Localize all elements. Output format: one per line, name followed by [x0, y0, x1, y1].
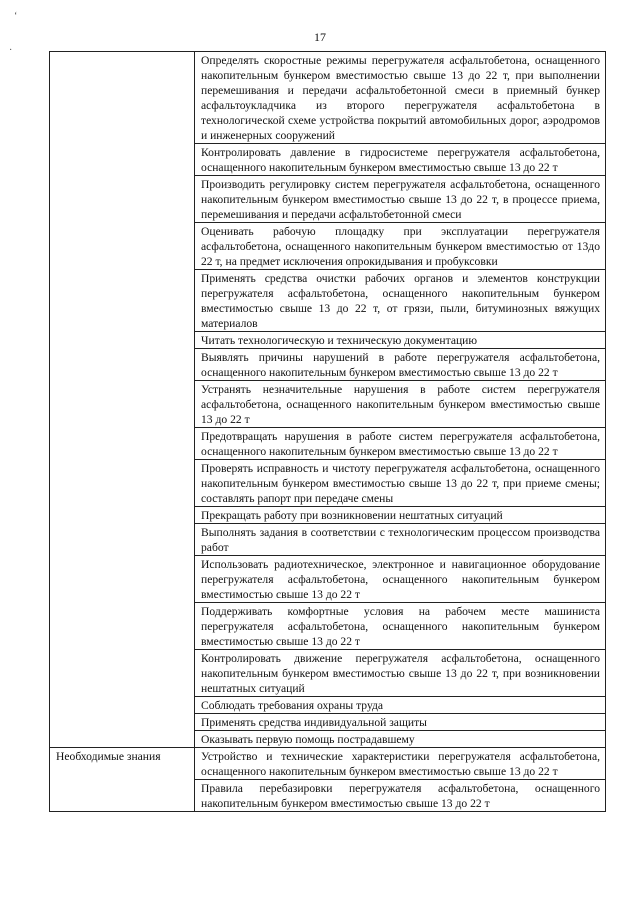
requirement-row	[50, 52, 606, 144]
requirement-text: Контролировать давление в гидросистеме перегружателя асфальтобетона, оснащенного накопительным бункером вместимостью свыше 13 до 22 т	[195, 144, 606, 176]
requirement-row	[50, 748, 606, 780]
scan-mark: ‘	[14, 11, 18, 22]
section-label: Необходимые знания	[50, 748, 195, 812]
requirement-text: Определять скоростные режимы перегружателя асфальтобетона, оснащенного накопительным бункером вместимостью свыше 13 до 22 т, при выполнении перемешивания и передачи асфальтобетонной смеси в приемный бункер асфальтоукладчика из второго перегружателя асфальтобетона в технологической схеме устройства покрытий автомобильных дорог, аэродромов и инженерных сооружений	[195, 52, 606, 144]
requirement-text: Производить регулировку систем перегружателя асфальтобетона, оснащенного накопительным бункером вместимостью свыше 13 до 22 т, в процессе приема, перемешивания и передачи асфальтобетонной смеси	[195, 176, 606, 223]
requirement-text: Оказывать первую помощь пострадавшему	[195, 731, 606, 748]
requirement-text: Читать технологическую и техническую документацию	[195, 332, 606, 349]
page-number: 17	[314, 30, 326, 44]
requirement-text: Проверять исправность и чистоту перегружателя асфальтобетона, оснащенного накопительным бункером вместимостью свыше 13 до 22 т, при приеме смены; составлять рапорт при передаче смены	[195, 460, 606, 507]
requirement-text: Оценивать рабочую площадку при эксплуатации перегружателя асфальтобетона, оснащенного накопительным бункером вместимостью от 13до 22 т, на предмет исключения опрокидывания и пробуксовки	[195, 223, 606, 270]
requirements-table	[49, 51, 606, 812]
requirement-text: Правила перебазировки перегружателя асфальтобетона, оснащенного накопительным бункером вместимостью свыше 13 до 22 т	[195, 780, 606, 812]
requirement-text: Предотвращать нарушения в работе систем перегружателя асфальтобетона, оснащенного накопительным бункером вместимостью свыше 13 до 22 т	[195, 428, 606, 460]
requirement-text: Устройство и технические характеристики перегружателя асфальтобетона, оснащенного накопительным бункером вместимостью свыше 13 до 22 т	[195, 748, 606, 780]
section-label	[50, 52, 195, 748]
requirement-text: Применять средства индивидуальной защиты	[195, 714, 606, 731]
requirement-text: Прекращать работу при возникновении нештатных ситуаций	[195, 507, 606, 524]
requirement-text: Устранять незначительные нарушения в работе систем перегружателя асфальтобетона, оснащенного накопительным бункером вместимостью свыше 13 до 22 т	[195, 381, 606, 428]
requirement-text: Выявлять причины нарушений в работе перегружателя асфальтобетона, оснащенного накопительным бункером вместимостью свыше 13 до 22 т	[195, 349, 606, 381]
requirement-text: Выполнять задания в соответствии с технологическим процессом производства работ	[195, 524, 606, 556]
requirement-text: Применять средства очистки рабочих органов и элементов конструкции перегружателя асфальтобетона, оснащенного накопительным бункером вместимостью свыше 13 до 22 т, от грязи, пыли, битуминозных вяжущих материалов	[195, 270, 606, 332]
scan-mark: ·	[9, 45, 13, 56]
requirement-text: Соблюдать требования охраны труда	[195, 697, 606, 714]
requirement-text: Поддерживать комфортные условия на рабочем месте машиниста перегружателя асфальтобетона, оснащенного накопительным бункером вместимостью свыше 13 до 22 т	[195, 603, 606, 650]
requirements-table-body	[50, 52, 606, 812]
requirement-text: Использовать радиотехническое, электронное и навигационное оборудование перегружателя асфальтобетона, оснащенного накопительным бункером вместимостью свыше 13 до 22 т	[195, 556, 606, 603]
requirement-text: Контролировать движение перегружателя асфальтобетона, оснащенного накопительным бункером вместимостью свыше 13 до 22 т, при возникновении нештатных ситуаций	[195, 650, 606, 697]
